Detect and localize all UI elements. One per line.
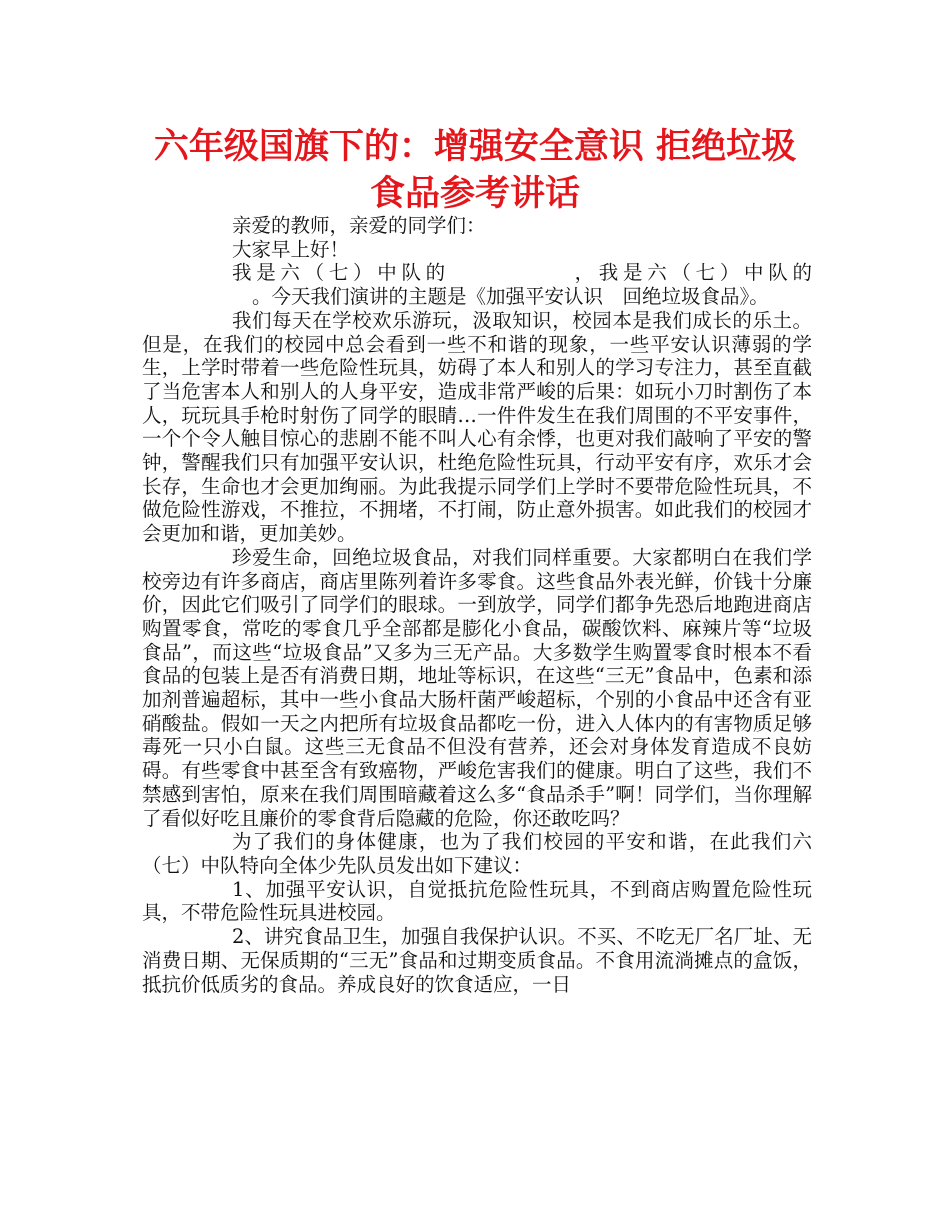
intro-part-3: 。今天我们演讲的主题是《加强平安认识 回绝垃圾食品》。: [252, 285, 769, 309]
greeting-line: 亲爱的教师，亲爱的同学们：: [232, 214, 486, 237]
intro-part-2: ，我是六（七）中队的: [569, 261, 812, 285]
morning-greeting: 大家早上好！: [232, 237, 350, 261]
document-title-line-2: 食品参考讲话: [369, 174, 580, 214]
paragraph-safety: 我们每天在学校欢乐游玩，汲取知识，校园本是我们成长的乐土。但是，在我们的校园中总会看到一些不和谐的现象，一些平安认识薄弱的学生，上学时带着一些危险性玩具，妨碍了本人和别人的学习专注力，甚至直截了当危害本人和别人的人身平安，造成非常严峻的后果：如玩小刀时割伤了本人，玩玩具手枪时射伤了同学的眼睛…一件件发生在我们周围的不平安事件，一个个令人触目惊心的悲剧不能不叫人心有余悸，也更对我们敲响了平安的警钟，警醒我们只有加强平安认识，杜绝危险性玩具，行动平安有序，欢乐才会长存，生命也才会更加绚丽。为此我提示同学们上学时不要带危险性玩具，不做危险性游戏，不推拉，不拥堵，不打闹，防止意外损害。如此我们的校园才会更加和谐，更加美妙。: [142, 308, 812, 546]
suggestion-2: 2、讲究食品卫生，加强自我保护认识。不买、不吃无厂名厂址、无消费日期、无保质期的“三无”食品和过期变质食品。不食用流淌摊点的盒饭，抵抗价低质劣的食品。养成良好的饮食适应，一日: [142, 925, 812, 996]
intro-paragraph: [142, 261, 812, 308]
document-body: [142, 214, 812, 996]
suggestion-1: 1、加强平安认识，自觉抵抗危险性玩具，不到商店购置危险性玩具，不带危险性玩具进校园。: [142, 877, 812, 925]
document-title-line-1: 六年级国旗下的：增强安全意识 拒绝垃圾: [153, 127, 797, 167]
paragraph-proposal: 为了我们的身体健康，也为了我们校园的平安和谐，在此我们六（七）中队特向全体少先队员发出如下建议：: [142, 830, 812, 877]
paragraph-junk-food: 珍爱生命，回绝垃圾食品，对我们同样重要。大家都明白在我们学校旁边有许多商店，商店里陈列着许多零食。这些食品外表光鲜，价钱十分廉价，因此它们吸引了同学们的眼球。一到放学，同学们都争先恐后地跑进商店购置零食，常吃的零食几乎全部都是膨化小食品，碳酸饮料、麻辣片等“垃圾食品”，而这些“垃圾食品”又多为三无产品。大多数学生购置零食时根本不看食品的包装上是否有消费日期，地址等标识，在这些“三无”食品中，色素和添加剂普遍超标，其中一些小食品大肠杆菌严峻超标，个别的小食品中还含有亚硝酸盐。假如一天之内把所有垃圾食品都吃一份，进入人体内的有害物质足够毒死一只小白鼠。这些三无食品不但没有营养，还会对身体发育造成不良妨碍。有些零食中甚至含有致癌物，严峻危害我们的健康。明白了这些，我们不禁感到害怕，原来在我们周围暗藏着这么多“食品杀手”啊！同学们，当你理解了看似好吃且廉价的零食背后隐藏的危险，你还敢吃吗？: [142, 545, 812, 830]
intro-part-1: 我是六（七）中队的: [232, 261, 450, 285]
